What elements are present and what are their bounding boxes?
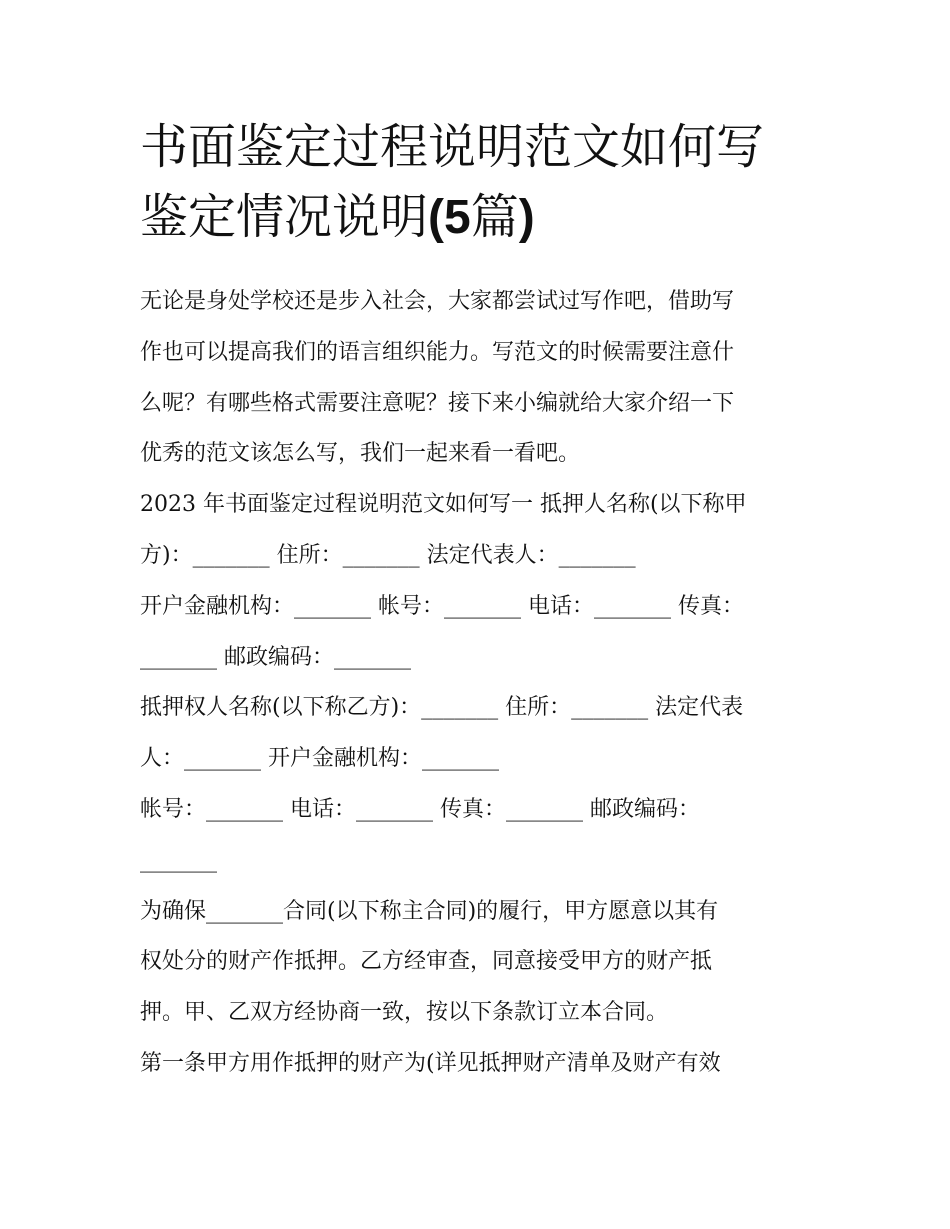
- title-unit: 篇: [470, 189, 519, 245]
- document-title: [140, 112, 820, 253]
- text-line: _______: [140, 847, 217, 873]
- paragraph-mortgagor: [140, 480, 820, 582]
- title-count: (5: [428, 191, 471, 244]
- paragraph-mortgagee: [140, 683, 820, 785]
- paragraph-mortgagor-bank: [140, 582, 820, 684]
- text-line: 帐号：_______ 电话：_______ 传真：_______ 邮政编码：: [140, 796, 700, 822]
- paragraph-intro: [140, 277, 820, 480]
- text-line: 方)：_______ 住所：_______ 法定代表人：_______: [140, 542, 636, 568]
- text-line: 2023 年书面鉴定过程说明范文如何写一 抵押人名称(以下称甲: [140, 492, 747, 518]
- text-line: 优秀的范文该怎么写，我们一起来看一看吧。: [140, 441, 581, 467]
- text-line: 权处分的财产作抵押。乙方经审查，同意接受甲方的财产抵: [140, 949, 713, 975]
- paragraph-mortgagee-account: [140, 785, 820, 887]
- text-line: 第一条甲方用作抵押的财产为(详见抵押财产清单及财产有效: [140, 1050, 721, 1076]
- title-line: 书面鉴定过程说明范文如何写: [140, 119, 765, 175]
- text-line: 押。甲、乙双方经协商一致，按以下条款订立本合同。: [140, 1000, 669, 1026]
- paragraph-contract-purpose: [140, 887, 820, 1039]
- paragraph-article-one: [140, 1039, 820, 1090]
- text-line: 无论是身处学校还是步入社会，大家都尝试过写作吧，借助写: [140, 289, 735, 314]
- text-line: 人：_______ 开户金融机构：_______: [140, 746, 499, 772]
- text-line: 开户金融机构：_______ 帐号：_______ 电话：_______ 传真：: [140, 593, 744, 619]
- title-text: 鉴定情况说明: [140, 189, 429, 245]
- document-body: [140, 277, 820, 1090]
- text-line: 么呢？有哪些格式需要注意呢？接下来小编就给大家介绍一下: [140, 390, 735, 416]
- title-paren: ): [518, 191, 535, 244]
- text-line: 为确保_______合同(以下称主合同)的履行，甲方愿意以其有: [140, 898, 719, 924]
- title-line: [140, 182, 820, 253]
- text-line: 抵押权人名称(以下称乙方)：_______ 住所：_______ 法定代表: [140, 695, 744, 721]
- text-line: _______ 邮政编码：_______: [140, 644, 411, 670]
- text-line: 作也可以提高我们的语言组织能力。写范文的时候需要注意什: [140, 339, 735, 365]
